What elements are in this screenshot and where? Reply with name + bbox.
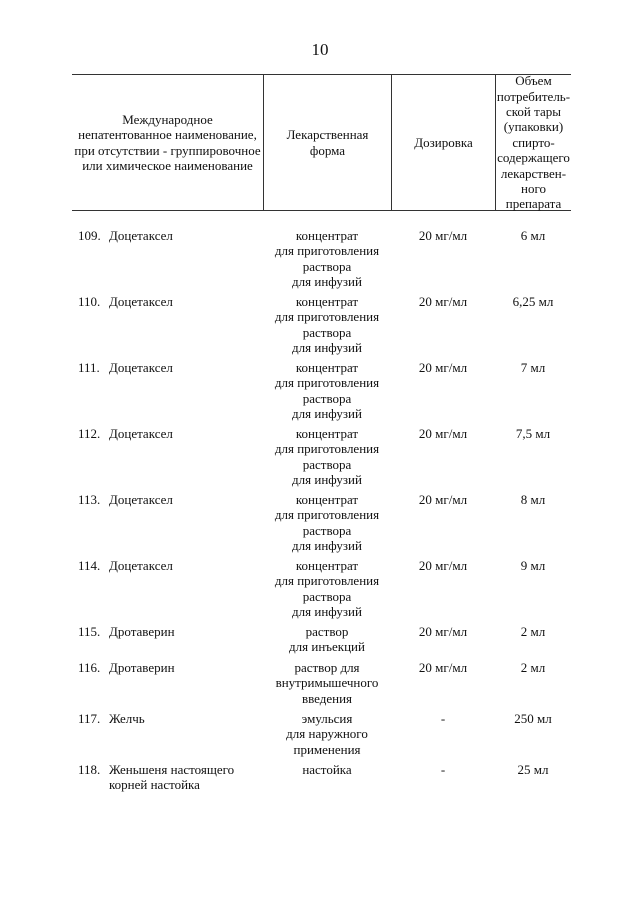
row-dose: 20 мг/мл <box>418 660 468 675</box>
table-row <box>72 426 571 492</box>
table-row <box>72 762 571 798</box>
row-dose: - <box>440 762 446 777</box>
table-row <box>72 624 571 660</box>
row-number: 118. <box>78 762 101 777</box>
page-number: 10 <box>311 40 329 59</box>
row-volume: 2 мл <box>520 624 546 639</box>
row-volume: 7 мл <box>520 360 546 375</box>
row-form: раствор для внутримышечного введения <box>275 660 379 706</box>
row-volume: 6 мл <box>520 228 546 243</box>
table-body <box>72 228 571 798</box>
row-number: 115. <box>78 624 101 639</box>
row-dose: 20 мг/мл <box>418 558 468 573</box>
row-name: Доцетаксел <box>109 228 173 243</box>
row-form: концентрат для приготовления раствора для инфузий <box>274 492 380 554</box>
table-header <box>72 74 571 211</box>
row-number: 116. <box>78 660 101 675</box>
row-dose: 20 мг/мл <box>418 624 468 639</box>
row-name: Дротаверин <box>109 660 175 675</box>
row-volume: 2 мл <box>520 660 546 675</box>
row-dose: 20 мг/мл <box>418 492 468 507</box>
row-name: Женьшеня настоящего корней настойка <box>109 762 235 793</box>
header-form: Лекарственная форма <box>263 75 391 210</box>
row-number: 113. <box>78 492 101 507</box>
row-volume: 250 мл <box>514 711 552 726</box>
table-row <box>72 558 571 624</box>
row-volume: 8 мл <box>520 492 546 507</box>
row-name: Доцетаксел <box>109 360 173 375</box>
row-number: 117. <box>78 711 101 726</box>
header-volume: Объем потребитель- ской тары (упаковки) спирто- содержащего лекарствен- ного препарата <box>496 73 571 212</box>
row-name: Дротаверин <box>109 624 175 639</box>
row-name: Желчь <box>109 711 145 726</box>
row-form: концентрат для приготовления раствора для инфузий <box>274 294 380 356</box>
table-row <box>72 711 571 762</box>
row-number: 109. <box>78 228 101 243</box>
row-form: эмульсия для наружного применения <box>286 711 368 757</box>
row-number: 111. <box>78 360 100 375</box>
row-number: 112. <box>78 426 101 441</box>
row-volume: 6,25 мл <box>512 294 554 309</box>
table-row <box>72 228 571 294</box>
row-dose: - <box>440 711 446 726</box>
table-row <box>72 360 571 426</box>
table-row <box>72 660 571 711</box>
header-dose: Дозировка <box>391 75 495 210</box>
row-volume: 7,5 мл <box>515 426 551 441</box>
row-volume: 25 мл <box>517 762 549 777</box>
row-volume: 9 мл <box>520 558 546 573</box>
table-row <box>72 492 571 558</box>
table-row <box>72 294 571 360</box>
row-dose: 20 мг/мл <box>418 360 468 375</box>
row-dose: 20 мг/мл <box>418 228 468 243</box>
row-form: концентрат для приготовления раствора для инфузий <box>274 558 380 620</box>
row-name: Доцетаксел <box>109 294 173 309</box>
row-form: концентрат для приготовления раствора для инфузий <box>274 426 380 488</box>
row-number: 114. <box>78 558 101 573</box>
row-name: Доцетаксел <box>109 558 173 573</box>
row-dose: 20 мг/мл <box>418 426 468 441</box>
row-form: концентрат для приготовления раствора для инфузий <box>274 228 380 290</box>
row-name: Доцетаксел <box>109 492 173 507</box>
row-name: Доцетаксел <box>109 426 173 441</box>
row-form: настойка <box>302 762 352 777</box>
row-number: 110. <box>78 294 101 309</box>
row-dose: 20 мг/мл <box>418 294 468 309</box>
row-form: раствор для инъекций <box>289 624 365 655</box>
header-name: Международное непатентованное наименование, при отсутствии - группировочное или химическое наименование <box>74 111 261 173</box>
row-form: концентрат для приготовления раствора для инфузий <box>274 360 380 422</box>
